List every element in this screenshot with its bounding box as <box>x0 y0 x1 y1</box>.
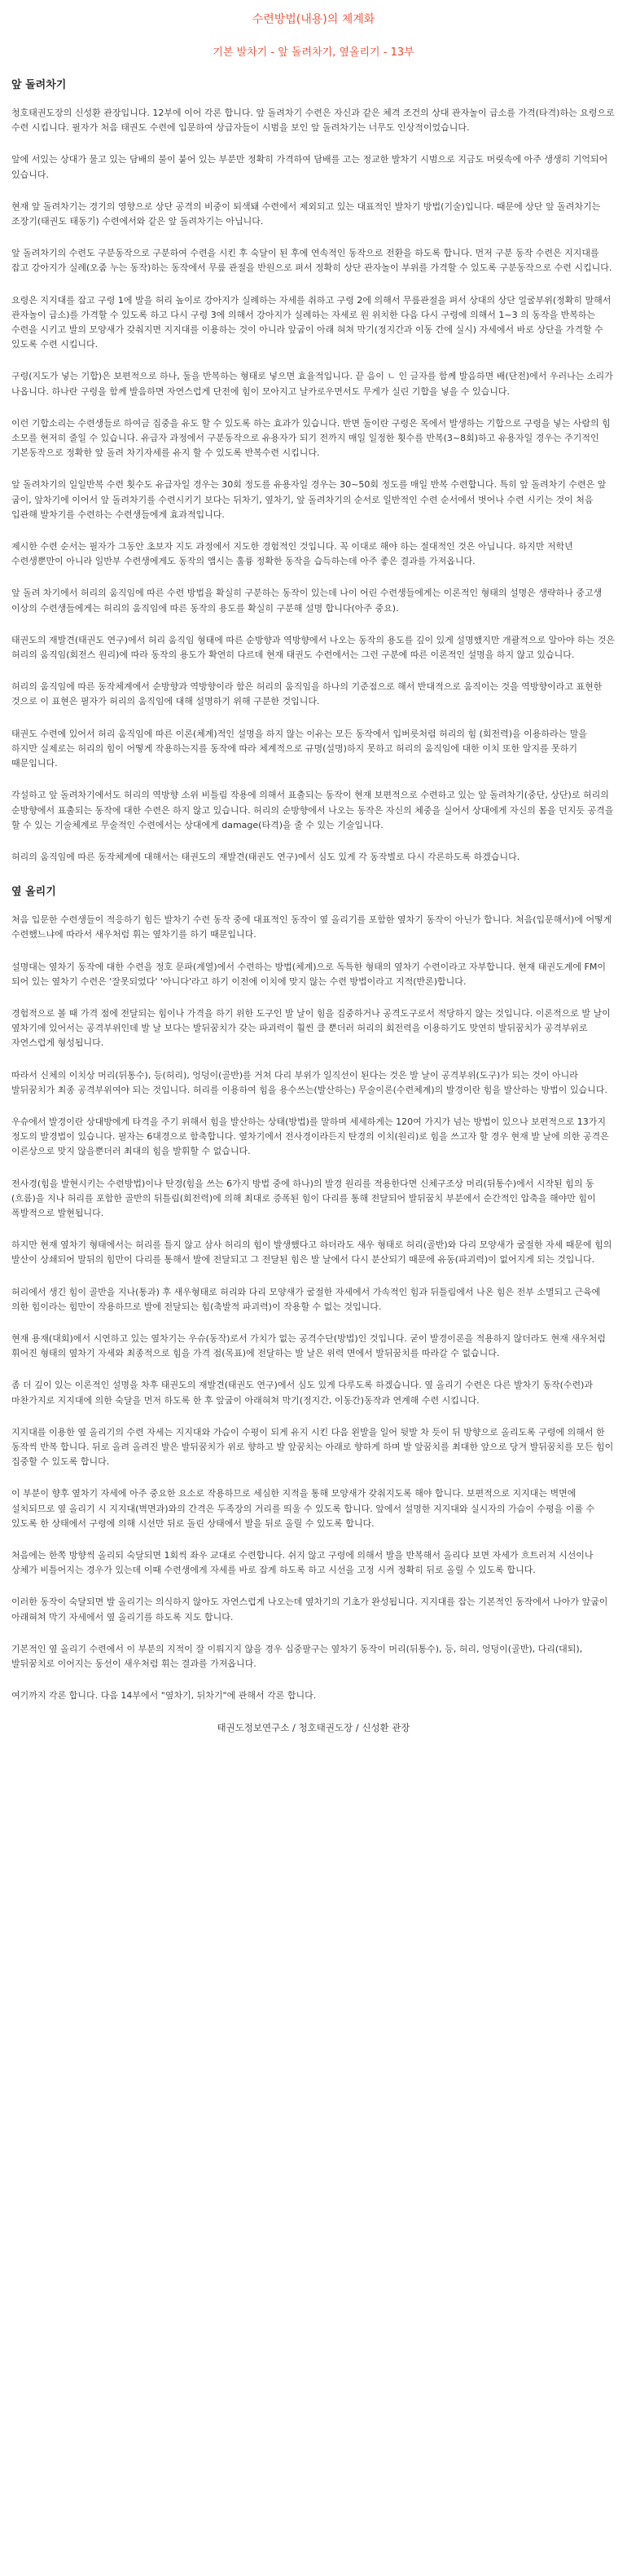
section-heading: 옆 올리기 <box>11 886 56 899</box>
paragraph: 하지만 현재 옆차기 형태에서는 허리를 틀지 않고 삼사 허리의 힘이 발생했다고 하더라도 새우 형태로 허리(골반)와 다리 모양새가 굴절한 자세 때문에 힘의 발산이 상쇄되어 말뒤의 힘만이 다리를 통해서 발에 전달되고 그 전달된 힘은 발 날에서 다시 분산되기 때문에 유동(파괴력)이 없어지게 되는 것입니다. <box>11 1240 612 1266</box>
paragraph: 우슈에서 발경이란 상대방에게 타격을 주기 위해서 힘을 발산하는 상태(방법)를 말하며 세세하게는 120여 가지가 넘는 방법이 있으나 보편적으로 13가지 정도의 발경법이 있습니다. 필자는 6대경으로 함축합니다. 옆차기에서 전사경이라든지 탄경의 이치(원리)로 힘을 쓰고자 할 경우 현재 발 날에 의한 공격은 이론상으로 맞지 않을뿐더러 최대의 힘을 발휘할 수 없습니다. <box>11 1116 609 1157</box>
paragraph: 앞 돌려 차기에서 허리의 움직임에 따른 수련 방법을 확실히 구분하는 동작이 있는데 나이 어린 수련생들에게는 이론적인 형태의 설명은 생략하나 중고생 이상의 수련생들에게는 허리의 움직임에 따른 동작의 용도를 확실히 구분해 설명 합니다(아주 중요). <box>11 588 603 614</box>
paragraph: 앞에 서있는 상대가 물고 있는 담배의 불이 붙어 있는 부분만 정확히 가격하여 담배를 고는 정교한 발차기 시범으로 지금도 머릿속에 아주 생생히 기억되어 있습니다. <box>11 154 608 180</box>
paragraph: 앞 돌려차기의 수련도 구분동작으로 구분하여 수련을 시킨 후 숙달이 된 후에 연속적인 동작으로 전환을 하도록 합니다. 먼저 구분 동작 수련은 지지대를 잡고 강아지가 실례(오줌 누는 동작)하는 동작에서 무릎 관절을 반원으로 펴서 정확히 상단 관자놀이 부위를 가격할 수 있도록 구분동작으로 수련 시킵니다. <box>11 248 612 274</box>
paragraph: 허리의 움직임에 따른 동작체계에 대해서는 태권도의 재발견(태권도 연구)에서 심도 있게 각 동작별로 다시 각론하도록 하겠습니다. <box>11 851 520 862</box>
paragraph: 기본적인 옆 올리기 수련에서 이 부분의 지적이 잘 이뤄지지 않을 경우 십중팔구는 옆차기 동작이 머리(뒤통수), 등, 허리, 엉덩이(골반), 다리(대퇴), 발뒤꿈치로 이어지는 동선이 새우처럼 휘는 결과를 가져옵니다. <box>11 1643 583 1670</box>
document-title: 수련방법(내용)의 체계화 <box>252 13 375 26</box>
paragraph: 제시한 수련 순서는 필자가 그동안 초보자 지도 과정에서 지도한 경험적인 것입니다. 꼭 이대로 해야 하는 절대적인 것은 아닙니다. 하지만 저학년 수련생뿐만이 아니라 일반부 수련생에게도 동작의 앱시는 훌륭 정확한 동작을 습득하는데 아주 좋은 결과를 가져옵니다. <box>11 541 573 567</box>
paragraph: 허리의 움직임에 따른 동작체계에서 순방향과 역방향이라 함은 허리의 움직임을 하나의 기준점으로 해서 반대적으로 움직이는 것을 역방향이라고 표현한 것으로 이 표현은 필자가 허리의 움직임에 대해 설명하기 위해 구분한 것입니다. <box>11 681 603 707</box>
paragraph: 앞 돌려차기의 일일반복 수련 횟수도 유급자일 경우는 30회 정도를 유용자일 경우는 30~50회 정도를 매일 반복 수련합니다. 특히 앞 돌려차기 수련은 앞 굽이, 앞차기에 이어서 앞 돌려차기를 수련시키기 보다는 뒤차기, 옆차기, 앞 돌려차기의 순서로 일반적인 수련 순서에서 벗어나 수련 시키는 것이 처음 입관해 발차기를 수련하는 수련생들에게 효과적입니다. <box>11 479 607 520</box>
paragraph: 지지대를 이용한 옆 올리기의 수련 자세는 지지대와 가슴이 수평이 되게 유지 시킨 다음 왼발을 일어 뒷발 차 듯이 뒤 방향으로 올리도록 구령에 의해서 한 동작씩 반복 합니다. 뒤로 올려 올려진 발은 발뒤꿈치가 위로 향하고 발 앞꿈치는 아래로 향하게 하며 발 앞꿈치를 최대한 앞으로 당겨 발뒤꿈치를 모든 힘이 집중할 수 있도록 합니다. <box>11 1426 614 1468</box>
paragraph: 설명대는 옆차기 동작에 대한 수련을 정호 문파(계열)에서 수련하는 방법(체계)으로 독특한 형태의 옆차기 수련이라고 자부합니다. 현재 태권도계에 FM이 되어 있는 옆차기 수련은 '잘못되었다' '아니다'라고 하기 이전에 이치에 맞지 않는 수련 방법이라고 지적(반론)합니다. <box>11 961 606 987</box>
paragraph: 이러한 동작이 숙달되면 발 올리기는 의식하지 않아도 자연스럽게 나오는데 옆차기의 기초가 완성됩니다. 지지대를 잡는 기본적인 동작에서 나아가 앞굽이 아래혀쳐 막기 자세에서 옆 올리기를 하도록 지도 합니다. <box>11 1596 608 1623</box>
paragraph: 각설하고 앞 돌려차기에서도 허리의 역방향 소위 비틀림 작용에 의해서 표출되는 동작이 현재 보편적으로 수련하고 있는 앞 돌려차기(중단, 상단)로 허리의 순방향에서 표출되는 동작에 대한 수련은 하지 않고 있습니다. 허리의 순방향에서 나오는 동작은 자신의 체중을 실어서 상대에게 자신의 몸을 던지듯 공격을 할 수 있는 기술체계로 무술적인 수련에서는 상대에게 damage(타격)을 줄 수 있는 기술입니다. <box>11 790 614 830</box>
paragraph: 허리에서 생긴 힘이 골반을 지나(통과) 후 새우형태로 허리와 다리 모양새가 굴절한 자세에서 가속적인 힘과 뒤틀림에서 나온 힘은 전부 소멸되고 근육에 의한 힘이라는 힘만이 작용하므로 발에 전달되는 힘(축발적 파괴력)이 작용할 수 없는 것입니다. <box>11 1286 601 1312</box>
paragraph: 따라서 신체의 이치상 머리(뒤통수), 등(허리), 엉덩이(골반)를 거쳐 다리 부위가 일직선이 된다는 것은 발 날이 공격부위(도구)가 되는 것이 아니라 발뒤꿈치가 최종 공격부위여야 되는 것입니다. 허리를 이용하여 힘을 용수쓰는(발산하는) 무술이론(수련체계)의 발경이란 힘을 발산하는 방법이 있습니다. <box>11 1069 607 1095</box>
paragraph: 요령은 지지대를 잡고 구령 1에 발을 허리 높이로 강아지가 실례하는 자세를 취하고 구령 2에 의해서 무릎관절을 펴서 상대의 상단 얼굴부위(정확히 말해서 관자놀이 급소)를 가격할 수 있도록 하고 다시 구령 3에 의해서 강아지가 실례하는 자세로 원 위치한 다음 다시 구령에 의해서 1~3 의 동작을 반복하는 수련을 시키고 발의 모양새가 갖춰지면 지지대를 이용하는 것이 아니라 앞굽이 아래 혀쳐 막기(정지간과 이동 간에 실시) 자세에서 바로 상단을 가격할 수 있도록 수련 시킵니다. <box>11 294 612 350</box>
paragraph: 청호태권도장의 신성환 관장입니다. 12부에 이어 각론 합니다. 앞 돌려차기 수련은 자신과 같은 체격 조건의 상대 관자놀이 급소를 가격(타격)하는 요령으로 수련 시킵니다. 필자가 처음 태권도 수련에 입문하여 상급자들이 시범을 보인 앞 돌려차기는 너무도 인상적이었습니다. <box>11 108 615 134</box>
paragraph: 여기까지 각론 합니다. 다음 14부에서 "옆차기, 뒤차기"에 관해서 각론 합니다. <box>11 1690 317 1702</box>
paragraph: 이 부분이 향후 옆차기 자세에 아주 중요한 요소로 작용하므로 세심한 지적을 통해 모양새가 갖춰지도록 해야 합니다. 보편적으로 지지대는 벽면에 설치되므로 옆 올리기 시 지지대(벽면과)와의 간격은 두족장의 거리를 띄울 수 있도록 합니다. 앞에서 설명한 지지대와 실시자의 가슴이 수평을 이룰 수 있도록 한 상태에서 구령에 의해 시선만 뒤로 돌린 상태에서 발을 뒤로 올릴 수 있도록 합니다. <box>11 1488 595 1529</box>
paragraph: 전사경(힘을 발현시키는 수련방법)이나 탄경(힘을 쓰는 6가지 방법 중에 하나)의 발경 원리를 적용한다면 신체구조상 머리(뒤통수)에서 시작된 힘의 동(흐름)을 지나 허리를 포함한 골반의 뒤틀림(회전력)에 의해 최대로 증폭된 힘이 다리를 통해 전달되어 발뒤꿈치 부분에서 순간적인 압축을 해야만 힘이 폭발적으로 발현됩니다. <box>11 1178 596 1218</box>
document-footer: 태권도정보연구소 / 청호태권도장 / 신성환 관장 <box>217 1722 410 1734</box>
paragraph: 현재 앞 돌려차기는 경기의 영향으로 상단 공격의 비중이 퇴색돼 수련에서 제외되고 있는 대표적인 발차기 방법(기술)입니다. 때문에 상단 앞 돌려차기는 조장기(태권도 태동기) 수련에서와 같은 앞 돌려차기는 아닙니다. <box>11 200 601 227</box>
paragraph: 처음에는 한쪽 방향씩 올리되 숙달되면 1회씩 좌우 교대로 수련합니다. 쉬지 않고 구령에 의해서 발을 반복해서 올리다 보면 자세가 흐트러져 시선이나 상체가 비틀어지는 경우가 있는데 이때 수련생에게 자세를 바로 잡게 하도록 하고 시선을 고정 시켜 정확히 뒤로 올릴 수 있도록 합니다. <box>11 1550 594 1576</box>
document-body <box>11 78 616 1703</box>
paragraph: 현재 용재(대회)에서 시연하고 있는 옆차기는 우슈(동작)로서 가치가 없는 공격수단(방법)인 것입니다. 굳이 발경이론을 적용하지 않더라도 현재 새우처럼 휘어진 형태의 옆차기 자세와 최종적으로 힘을 가격 점(목표)에 전달하는 발 날은 위력 면에서 발뒤꿈치를 따라갈 수 없습니다. <box>11 1332 606 1359</box>
paragraph: 이런 기합소리는 수련생들로 하여금 집중을 유도 할 수 있도록 하는 효과가 있습니다. 반면 둘이란 구령은 목에서 발생하는 기합으로 구령을 넣는 사람의 힘 소모를 현저히 줄일 수 있습니다. 유급자 과정에서 구분동작으로 유용자가 되기 전까지 매일 일정한 횟수를 반복(3~8회)하고 유용자일 경우는 주기적인 기본동작으로 정확한 앞 돌려 차기자세를 유지 할 수 있도록 반복수련 시킵니다. <box>11 417 611 459</box>
section-heading: 앞 돌려차기 <box>11 79 67 91</box>
document-subtitle: 기본 발차기 - 앞 돌려차기, 옆올리기 - 13부 <box>213 46 414 59</box>
paragraph: 경험적으로 볼 때 가격 점에 전달되는 힘이나 가격을 하기 위한 도구인 발 날이 힘을 집중하거나 공격도구로서 적당하지 않는 것입니다. 이론적으로 발 날이 옆차기에 있어서는 공격부위인데 발 날 보다는 발뒤꿈치가 갖는 파괴력이 훨씬 클 뿐더러 허리의 회전력을 이용하기도 맞연히 발뒤꿈치가 공격부위로 자연스럽게 형성됩니다. <box>11 1007 611 1049</box>
paragraph: 좀 더 깊이 있는 이론적인 설명을 차후 태권도의 재발견(태권도 연구)에서 심도 있게 다루도록 하겠습니다. 옆 올리기 수련은 다른 발차기 동작(수련)과 마찬가지로 지지대에 의한 숙달을 먼저 하도록 한 후 앞굽이 아래혀쳐 막기(정지간, 이동간)동작과 연계해 수련 시킵니다. <box>11 1380 594 1406</box>
paragraph: 태권도 수련에 있어서 허리 움직임에 따른 이론(체계)적인 설명을 하지 않는 이유는 모든 동작에서 입버릇처럼 허리의 힘 (회전력)을 이용하라는 말을 하지만 실제로는 허리의 힘이 어떻게 작용하는지를 동작에 따라 체계적으로 규명(설명)하지 못하고 허리의 움직임에 대한 이치 또한 알지를 못하기 때문입니다. <box>11 728 588 769</box>
paragraph: 구령(지도가 넣는 기합)은 보편적으로 하나, 둘을 반복하는 형태로 넣으면 효율적입니다. 끝 음이 ㄴ 인 글자를 함께 발음하면 배(단전)에서 우러나는 소리가 나옵니다. 하나란 구령을 함께 발음하면 자연스럽게 단전에 힘이 모아지고 날카로우면서도 무게가 실린 기합을 넣을 수 있습니다. <box>11 371 613 397</box>
paragraph: 태권도의 재발견(태권도 연구)에서 허리 움직임 형태에 따른 순방향과 역방향에서 나오는 동작의 용도를 깊이 있게 설명했지만 개괄적으로 알아야 하는 것은 허리의 움직임(회전스 원리)에 따라 동작의 용도가 확연히 다르데 현재 태권도 수련에서는 그런 구분에 따른 이론적인 설명을 하지 않고 있습니다. <box>11 634 615 661</box>
paragraph: 처음 입문한 수련생들이 적응하기 힘든 발차기 수련 동작 중에 대표적인 동작이 옆 올리기를 포함한 옆차기 동작이 아닌가 합니다. 처음(입문해서)에 어떻게 수련했느냐에 따라서 새우처럼 휘는 옆차기를 하기 때문입니다. <box>11 914 612 940</box>
